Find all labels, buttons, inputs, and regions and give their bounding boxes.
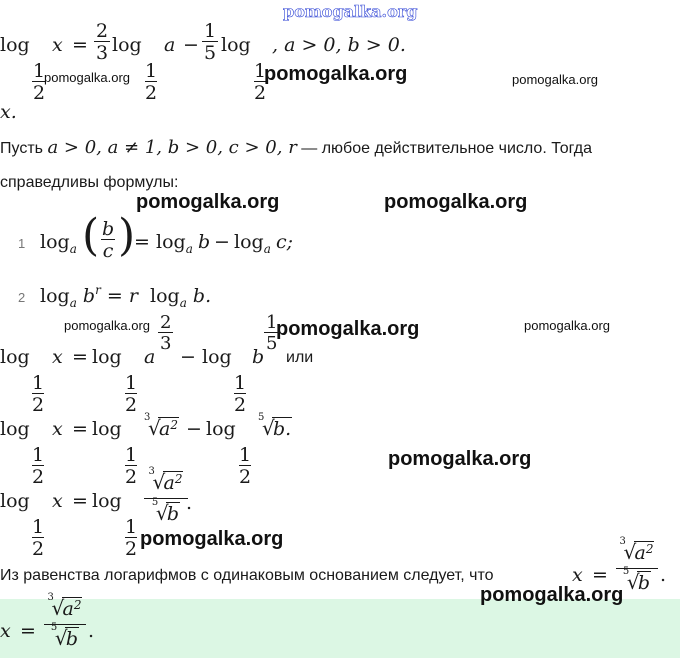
paragraph-pust: Пусть a > 0, a ≠ 1, b > 0, c > 0, r — любое действительное число. Тогда bbox=[0, 137, 592, 158]
paragraph-conclusion: Из равенства логарифмов с одинаковым основанием следует, что bbox=[0, 567, 494, 584]
watermark: pomogalka.org bbox=[44, 70, 130, 85]
var-x-line: x. bbox=[0, 101, 17, 123]
cube-root-a2: 3 √ $a^2$ bbox=[144, 412, 178, 440]
watermark: pomogalka.org bbox=[512, 72, 598, 87]
watermark: pomogalka.org bbox=[480, 584, 624, 606]
list-marker-1: 1 bbox=[18, 236, 26, 251]
watermark: pomogalka.org bbox=[276, 318, 420, 340]
answer-box bbox=[0, 599, 680, 658]
fifth-root-b: 5 √ b. bbox=[258, 412, 292, 440]
coef-one-fifth: $\frac{1}{5}$ bbox=[204, 20, 217, 64]
watermark: pomogalka.org bbox=[264, 63, 408, 85]
base-half: $\frac{1}{2}$ bbox=[33, 60, 46, 104]
paragraph-formulas: справедливы формулы: bbox=[0, 174, 179, 191]
watermark: pomogalka.org bbox=[64, 318, 150, 333]
watermark: pomogalka.org bbox=[524, 318, 610, 333]
watermark: pomogalka.org bbox=[388, 448, 532, 470]
coef-two-thirds: $\frac{2}{3}$ bbox=[96, 20, 109, 64]
watermark: pomogalka.org bbox=[136, 191, 280, 213]
watermark-top: pomogalka.org bbox=[283, 2, 418, 21]
watermark: pomogalka.org bbox=[140, 528, 284, 550]
watermark: pomogalka.org bbox=[384, 191, 528, 213]
fraction-roots: 3 √ $a^2$ 5 √ b bbox=[144, 472, 188, 525]
formula-2: $\log_a b^r = r$ $\log_a b$. bbox=[40, 283, 212, 310]
list-marker-2: 2 bbox=[18, 290, 26, 305]
